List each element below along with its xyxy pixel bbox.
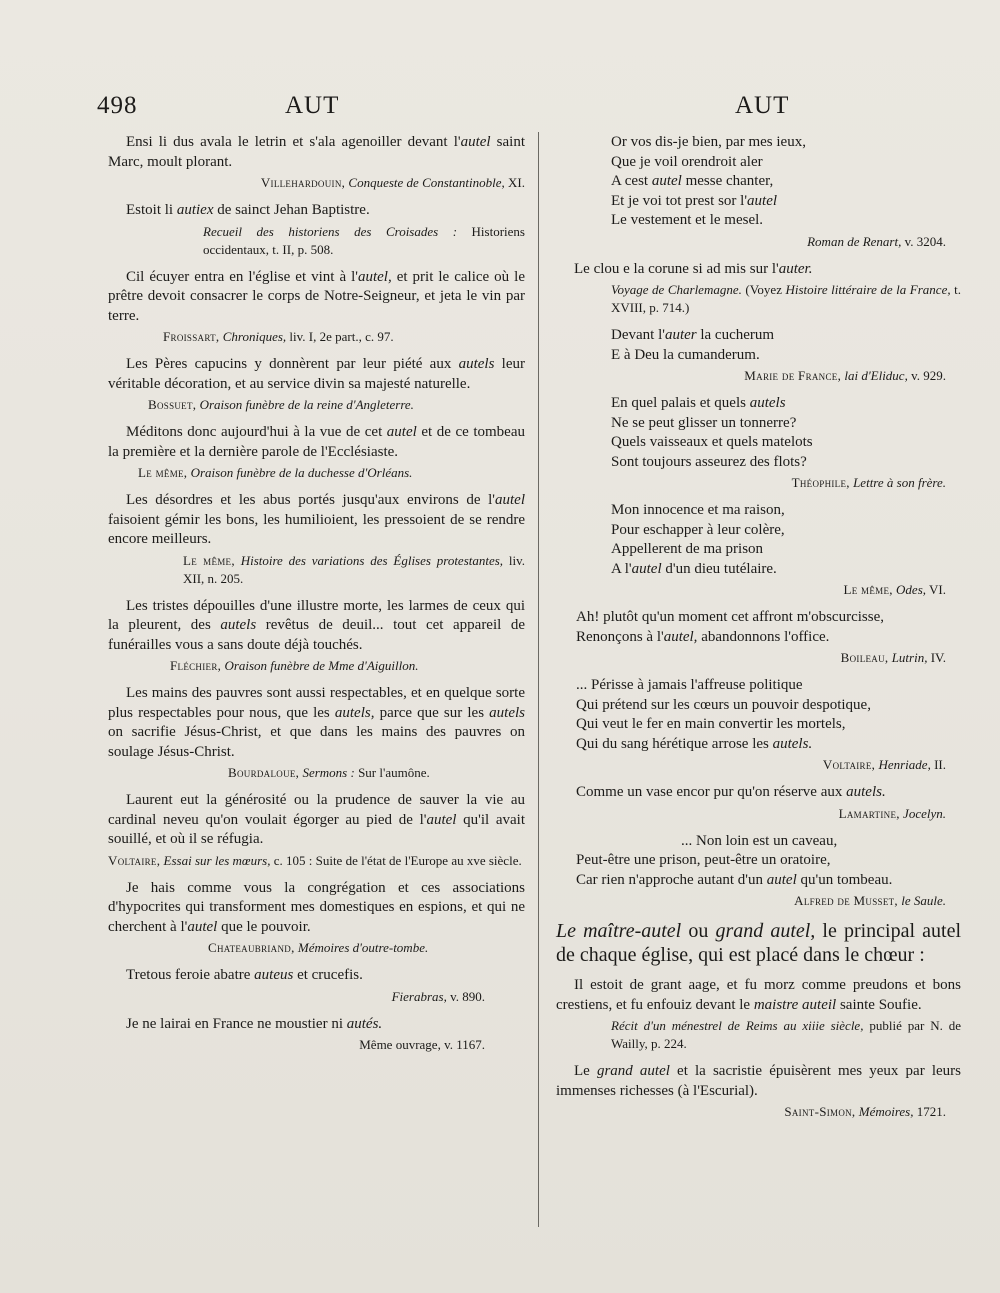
verse-line: Devant l'auter la cucherum — [611, 327, 775, 343]
verse-quotation — [556, 608, 961, 667]
verse-line: Qui prétend sur les cœurs un pouvoir despotique, — [576, 696, 871, 713]
quote-source: Lamartine, Jocelyn. — [838, 805, 946, 821]
quote-source: Boileau, Lutrin, IV. — [840, 650, 946, 665]
quotation — [108, 491, 525, 588]
verse-quotation — [556, 501, 961, 599]
quotation — [556, 1062, 961, 1121]
verse-quotation — [556, 394, 961, 492]
verse-line: Ah! plutôt qu'un moment cet affront m'obscurcisse, — [576, 609, 884, 625]
verse-lines — [556, 326, 961, 365]
quote-text: Laurent eut la générosité ou la prudence de sauver la vie au cardinal neveu qu'on voulait égorger au pied de l'autel qu'il avait souillé, et où il se réfugia. — [108, 792, 525, 847]
verse-lines — [556, 133, 961, 231]
quote-source: Recueil des historiens des Croisades : Historiens occidentaux, t. II, p. 508. — [203, 223, 525, 257]
running-head-left: AUT — [285, 92, 340, 119]
verse-quotation — [556, 133, 961, 251]
quotation — [108, 791, 525, 870]
verse-lines — [556, 783, 961, 803]
quote-text: Les Pères capucins y donnèrent par leur piété aux autels leur véritable décoration, et au service divin sa majesté naturelle. — [108, 356, 526, 392]
quotation — [108, 355, 525, 414]
verse-line: Et je voi tot prest sor l'autel — [611, 192, 778, 209]
quote-text: Estoit li autiex de sainct Jehan Baptistre. — [126, 202, 370, 218]
quote-text: Les mains des pauvres sont aussi respectables, et en quelque sorte plus respectables pour nous, que les autels, parce que sur les autels on sacrifie Jésus-Christ, et que dans les mains des pauvres on soulage Jésus-Christ. — [108, 685, 525, 760]
verse-line: A cest autel messe chanter, — [611, 173, 774, 189]
quotation — [108, 268, 525, 347]
quote-text: Méditons donc aujourd'hui à la vue de cet autel et de ce tombeau la première et la dernière parole de l'Ecclésiaste. — [108, 424, 525, 460]
quotation — [108, 423, 525, 482]
quote-source: Voltaire, Essai sur les mœurs, c. 105 : Suite de l'état de l'Europe au xve siècle. — [108, 852, 522, 868]
quote-source: Le même, Histoire des variations des Églises protestantes, liv. XII, n. 205. — [183, 552, 525, 586]
verse-line: Le vestement et le mesel. — [611, 212, 764, 228]
verse-line: Mon innocence et ma raison, — [611, 502, 785, 518]
verse-lines — [556, 676, 961, 754]
verse-line: En quel palais et quels autels — [611, 395, 786, 411]
verse-quotation — [556, 783, 961, 823]
verse-line: Appellerent de ma prison — [611, 541, 764, 557]
left-column — [108, 133, 525, 1063]
quote-source: Fierabras, v. 890. — [391, 988, 485, 1004]
verse-line: Qui du sang hérétique arrose les autels. — [576, 735, 813, 752]
verse-quotation — [556, 676, 961, 774]
quote-text: Ensi li dus avala le letrin et s'ala agenoiller devant l'autel saint Marc, moult plorant. — [108, 134, 525, 170]
quote-source: Voyage de Charlemagne. (Voyez Histoire littéraire de la France, t. XVIII, p. 714.) — [611, 282, 961, 315]
quote-text: Le clou e la corune si ad mis sur l'auter. — [574, 260, 813, 277]
quote-source: Alfred de Musset, le Saule. — [794, 893, 946, 908]
verse-line: E à Deu la cumanderum. — [611, 346, 760, 363]
quote-source: Récit d'un ménestrel de Reims au xiiie siècle, publié par N. de Wailly, p. 224. — [611, 1018, 961, 1051]
page-number: 498 — [97, 92, 138, 119]
quote-source: Bourdaloue, Sermons : Sur l'aumône. — [228, 765, 430, 780]
quotation — [108, 201, 525, 259]
verse-line: Sont toujours asseurez des flots? — [611, 453, 807, 470]
sub-entry-headword: Le maître-autel ou grand autel, le principal autel de chaque église, qui est placé dans le chœur : — [556, 920, 961, 966]
verse-lines — [556, 608, 961, 647]
quotation — [556, 976, 961, 1053]
quotation — [108, 684, 525, 782]
verse-line: Peut-être une prison, peut-être un oratoire, — [576, 852, 831, 868]
quotation — [108, 133, 525, 192]
quote-text: Je hais comme vous la congrégation et ces associations d'hypocrites qui transforment mes domestiques en espions, et qui ne cherchent à l'autel que le pouvoir. — [108, 879, 525, 935]
verse-lines — [556, 394, 961, 472]
quotation — [108, 597, 525, 676]
verse-line: Pour eschapper à leur colère, — [611, 521, 785, 538]
verse-line: ... Non loin est un caveau, — [681, 832, 838, 849]
running-head-right: AUT — [735, 92, 790, 119]
quote-text: Il estoit de grant aage, et fu morz comme preudons et bons crestiens, et fu enfouiz devant le maistre auteil sainte Soufie. — [556, 977, 961, 1013]
quotation — [108, 879, 525, 958]
verse-line: Renonçons à l'autel, abandonnons l'office. — [576, 628, 830, 645]
quote-text: Tretous feroie abatre auteus et crucefis. — [126, 967, 363, 983]
page-header — [95, 92, 900, 132]
quotation — [108, 966, 525, 1006]
quote-source: Le même, Odes, VI. — [843, 582, 946, 597]
verse-lines — [556, 501, 961, 579]
verse-line: ... Périsse à jamais l'affreuse politique — [576, 677, 803, 693]
column-divider — [538, 132, 539, 1227]
quote-source: Roman de Renart, v. 3204. — [807, 233, 946, 249]
verse-line: Comme un vase encor pur qu'on réserve aux autels. — [576, 784, 886, 800]
quote-source: Chateaubriand, Mémoires d'outre-tombe. — [208, 940, 429, 955]
verse-quotation — [556, 326, 961, 385]
quote-text: Les tristes dépouilles d'une illustre morte, les larmes de ceux qui la pleurent, des autels revêtus de deuil... tout cet appareil de funérailles vous a sans doute déjà touchés. — [108, 597, 526, 653]
verse-line: Que je voil orendroit aler — [611, 153, 763, 170]
quote-source: Même ouvrage, v. 1167. — [359, 1037, 485, 1052]
quote-source: Marie de France, lai d'Eliduc, v. 929. — [744, 368, 946, 383]
verse-line: Or vos dis-je bien, par mes ieux, — [611, 134, 806, 150]
verse-line: Ne se peut glisser un tonnerre? — [611, 414, 797, 431]
quote-source: Saint-Simon, Mémoires, 1721. — [784, 1104, 946, 1119]
quote-text: Je ne lairai en France ne moustier ni autés. — [126, 1015, 383, 1032]
quote-source: Théophile, Lettre à son frère. — [791, 475, 946, 490]
quote-text: Le grand autel et la sacristie épuisèrent mes yeux par leurs immenses richesses (à l'Escurial). — [556, 1063, 961, 1099]
quote-source: Le même, Oraison funèbre de la duchesse d'Orléans. — [138, 465, 413, 480]
quote-text: Les désordres et les abus portés jusqu'aux environs de l'autel faisoient gémir les bons, les humilioient, les pressoient de se rendre encore meilleurs. — [108, 492, 525, 547]
verse-quotation — [556, 832, 961, 911]
verse-line: Car rien n'approche autant d'un autel qu'un tombeau. — [576, 871, 893, 888]
verse-line: A l'autel d'un dieu tutélaire. — [611, 560, 777, 577]
quote-source: Villehardouin, Conqueste de Constantinoble, XI. — [260, 175, 525, 190]
quotation — [556, 260, 961, 318]
quote-source: Voltaire, Henriade, II. — [822, 757, 946, 772]
quote-text: Cil écuyer entra en l'église et vint à l'autel, et prit le calice où le prêtre devoit consacrer le corps de Notre-Seigneur, et jeta le vin par terre. — [108, 268, 525, 324]
verse-lines — [556, 832, 961, 891]
quote-source: Bossuet, Oraison funèbre de la reine d'Angleterre. — [148, 397, 414, 412]
right-column — [556, 133, 961, 1130]
quote-source: Froissart, Chroniques, liv. I, 2e part., c. 97. — [163, 329, 394, 344]
quotation — [108, 1015, 525, 1055]
verse-line: Qui veut le fer en main convertir les mortels, — [576, 716, 846, 732]
verse-line: Quels vaisseaux et quels matelots — [611, 434, 813, 450]
quote-source: Fléchier, Oraison funèbre de Mme d'Aiguillon. — [170, 658, 419, 673]
